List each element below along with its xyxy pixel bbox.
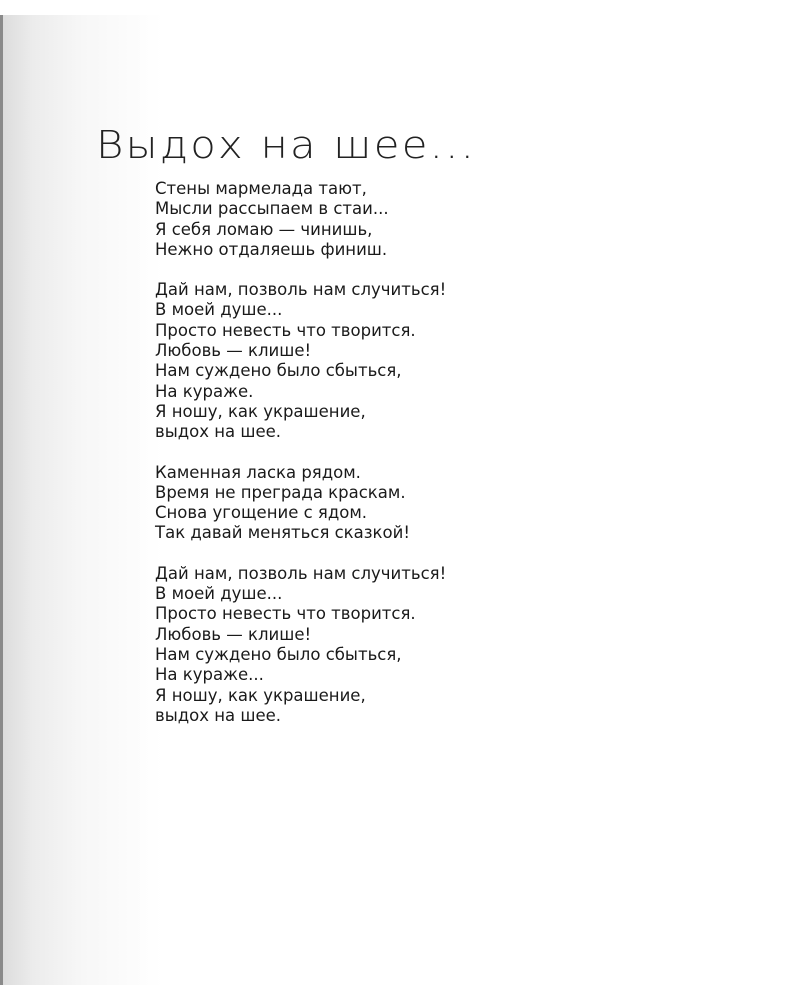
poem-line: Я ношу, как украшение, (155, 685, 366, 705)
poem-line: Время не преграда краскам. (155, 482, 406, 502)
poem-line: Мысли рассыпаем в стаи... (155, 199, 389, 219)
poem-line: Так давай меняться сказкой! (155, 523, 410, 543)
poem-line: Любовь — клише! (155, 341, 312, 361)
poem-line: Дай нам, позволь нам случиться! (155, 563, 447, 583)
stanza-1 (155, 179, 446, 260)
poem-line: Любовь — клише! (155, 624, 312, 644)
poem-line: выдох на шее. (155, 705, 282, 725)
poem-line: Просто невесть что творится. (155, 320, 416, 340)
poem-line: Нежно отдаляешь финиш. (155, 239, 388, 259)
poem-line: На кураже... (155, 665, 264, 685)
stanza-3 (155, 463, 446, 544)
stanza-2 (155, 280, 446, 442)
poem-line: Я себя ломаю — чинишь, (155, 219, 373, 239)
stanza-4 (155, 564, 446, 726)
poem-line: Я ношу, как украшение, (155, 401, 366, 421)
poem-line: На кураже. (155, 381, 254, 401)
poem-line: В моей душе... (155, 584, 283, 604)
poem-line: Нам суждено было сбыться, (155, 361, 402, 381)
poem-body (155, 179, 446, 746)
poem-line: Просто невесть что творится. (155, 604, 416, 624)
poem-line: Снова угощение с ядом. (155, 503, 368, 523)
poem-line: выдох на шее. (155, 422, 282, 442)
poem-title: Выдох на шее... (96, 123, 477, 167)
poem-line: Нам суждено было сбыться, (155, 644, 402, 664)
book-page (0, 15, 783, 985)
poem-line: Каменная ласка рядом. (155, 462, 361, 482)
poem-line: Стены мармелада тают, (155, 179, 367, 198)
poem-line: Дай нам, позволь нам случиться! (155, 280, 447, 300)
poem-line: В моей душе... (155, 300, 283, 320)
